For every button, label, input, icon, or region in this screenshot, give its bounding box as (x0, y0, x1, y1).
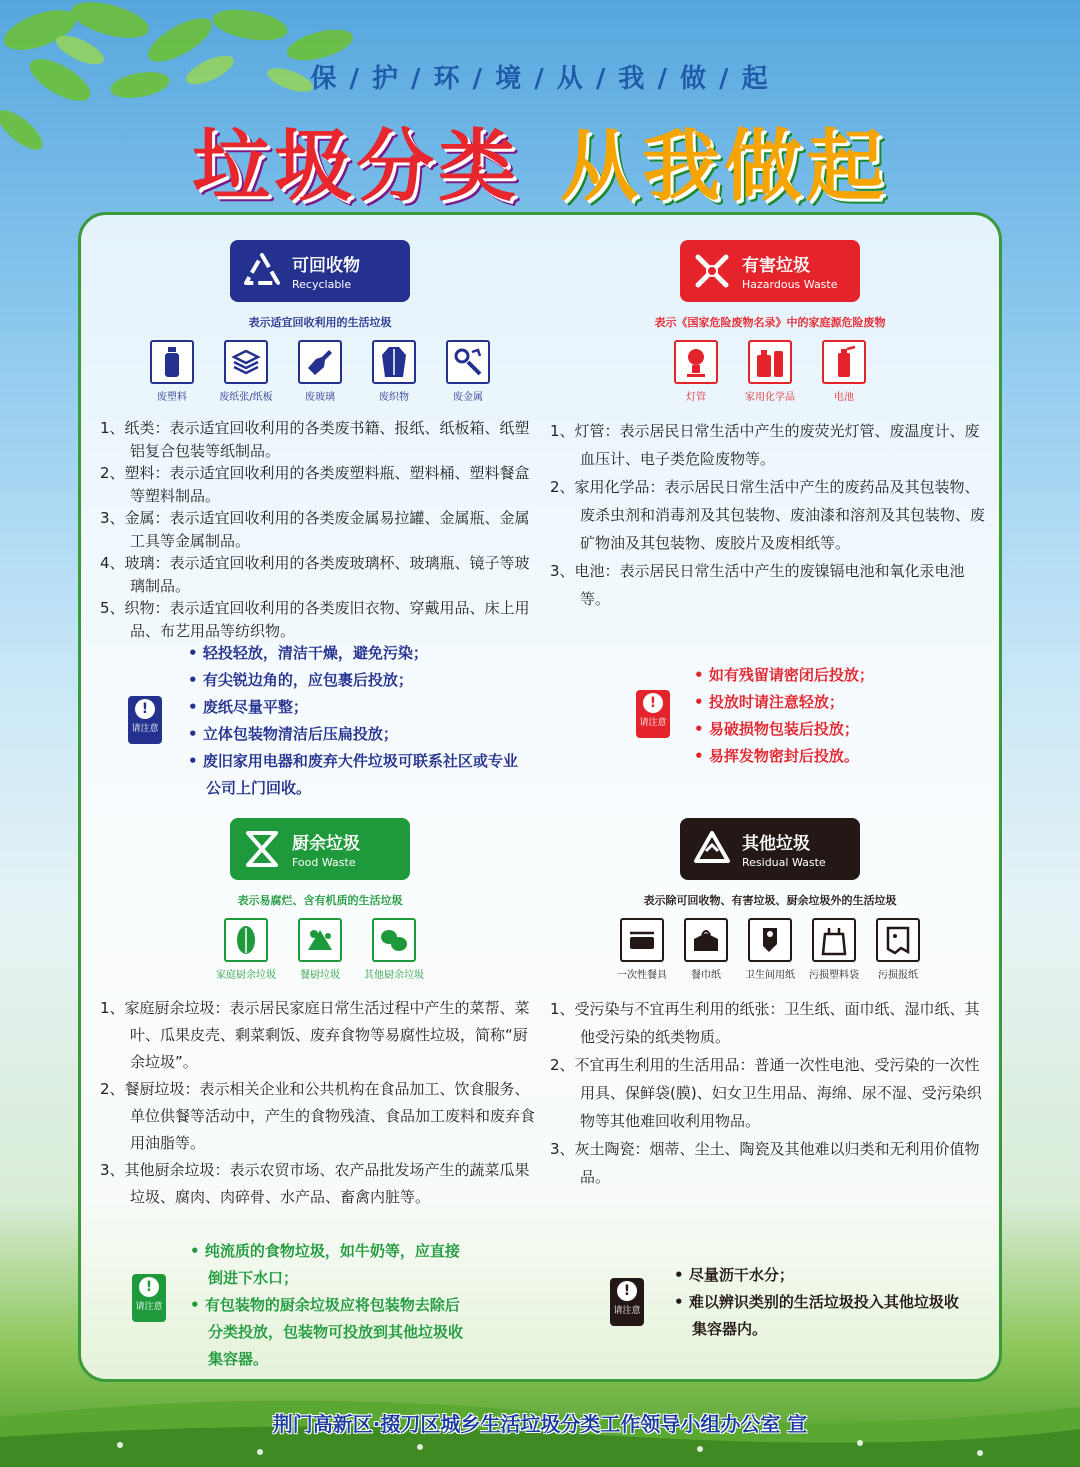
tissue-box-icon (690, 925, 722, 955)
hazardous-items (550, 417, 990, 613)
residual-notes (610, 1262, 970, 1343)
section-hazardous (550, 240, 990, 613)
food-icons (100, 918, 540, 981)
note-item: • 纯流质的食物垃圾，如牛奶等，应直接倒进下水口； (190, 1238, 470, 1292)
hazardous-icons (550, 340, 990, 403)
icon-item (216, 340, 276, 403)
recyclable-title: 可回收物 (292, 256, 360, 276)
food-scraps-icon (304, 924, 336, 956)
list-item: 5、织物：表示适宜回收利用的各类废旧衣物、穿戴用品、床上用品、布艺用品等纺织物。 (100, 599, 530, 640)
icon-label: 餐厨垃圾 (300, 970, 340, 981)
icon-item (740, 918, 800, 981)
recyclable-desc: 表示适宜回收利用的生活垃圾 (248, 316, 392, 329)
note-item: • 易破损物包装后投放； (694, 716, 976, 743)
peanut-icon (378, 924, 410, 956)
subtitle-slogan: 保 / 护 / 环 / 境 / 从 / 我 / 做 / 起 (310, 64, 770, 94)
icon-item (364, 918, 424, 981)
section-recyclable (100, 240, 540, 642)
icon-label: 废织物 (379, 392, 409, 403)
icon-item (676, 918, 736, 981)
icon-item (868, 918, 928, 981)
list-item: 1、灯管：表示居民日常生活中产生的废荧光灯管、废温度计、废血压计、电子类危险废物等。 (550, 422, 980, 468)
soiled-paper-icon (883, 924, 913, 956)
note-item: • 有包装物的厨余垃圾应将包装物去除后分类投放，包装物可投放到其他垃圾收集容器。 (190, 1292, 470, 1373)
recycle-triangle-icon (240, 249, 284, 293)
icon-item (290, 918, 350, 981)
icon-label: 电池 (834, 392, 854, 403)
icon-label: 其他厨余垃圾 (364, 970, 424, 981)
residual-triangle-icon (690, 827, 734, 871)
warning-icon: ! 请注意 (128, 696, 162, 744)
recyclable-badge (230, 240, 410, 302)
list-item: 4、玻璃：表示适宜回收利用的各类废玻璃杯、玻璃瓶、镜子等玻璃制品。 (100, 554, 530, 595)
icon-label: 废纸张/纸板 (219, 392, 273, 403)
food-title: 厨余垃圾 (292, 834, 360, 854)
chemical-bottles-icon (754, 345, 786, 379)
note-item: • 废纸尽量平整； (188, 694, 528, 721)
list-item: 3、金属：表示适宜回收利用的各类废金属易拉罐、金属瓶、金属工具等金属制品。 (100, 509, 530, 550)
list-item: 1、纸类：表示适宜回收利用的各类废书籍、报纸、纸板箱、纸塑铝复合包装等纸制品。 (100, 419, 530, 460)
food-desc: 表示易腐烂、含有机质的生活垃圾 (237, 894, 403, 907)
paper-stack-icon (231, 347, 261, 377)
recyclable-items (100, 417, 540, 642)
icon-label: 废塑料 (157, 392, 187, 403)
food-title-en: Food Waste (292, 856, 356, 869)
icon-item (216, 918, 276, 981)
icon-item (814, 340, 874, 403)
note-item: • 立体包装物清洁后压扁投放； (188, 721, 528, 748)
list-item: 3、电池：表示居民日常生活中产生的废镍镉电池和氧化汞电池等。 (550, 562, 965, 608)
icon-label: 灯管 (686, 392, 706, 403)
icon-item (612, 918, 672, 981)
vegetable-icon (231, 923, 261, 957)
list-item: 2、家用化学品：表示居民日常生活中产生的废药品及其包装物、废杀虫剂和消毒剂及其包装物、废油漆和溶剂及其包装物、废矿物油及其包装物、废胶片及废相纸等。 (550, 478, 986, 552)
glass-bottle-icon (305, 347, 335, 377)
battery-icon (829, 345, 859, 379)
list-item: 2、不宜再生利用的生活用品：普通一次性电池、受污染的一次性用具、保鲜袋(膜)、妇女卫生用品、海绵、尿不湿、受污染织物等其他难回收利用物品。 (550, 1056, 982, 1130)
section-residual (550, 818, 990, 1191)
hazardous-title: 有害垃圾 (742, 256, 810, 276)
recyclable-notes (128, 640, 528, 802)
list-item: 2、餐厨垃圾：表示相关企业和公共机构在食品加工、饮食服务、单位供餐等活动中，产生的食物残渣、食品加工废料和废弃食用油脂等。 (100, 1080, 536, 1152)
plastic-bottle-icon (157, 345, 187, 379)
warning-icon: ! 请注意 (610, 1278, 644, 1326)
note-label: 请注意 (639, 718, 667, 728)
warning-icon: ! 请注意 (132, 1274, 166, 1322)
residual-items (550, 995, 990, 1191)
icon-label: 一次性餐具 (617, 970, 667, 981)
main-title-part1: 垃圾分类 (191, 122, 520, 212)
hazardous-badge (680, 240, 860, 302)
icon-item (666, 340, 726, 403)
note-item: • 如有残留请密闭后投放； (694, 662, 976, 689)
list-item: 3、灰土陶瓷：烟蒂、尘土、陶瓷及其他难以归类和无利用价值物品。 (550, 1140, 980, 1186)
lamp-icon (681, 345, 711, 379)
icon-label: 家庭厨余垃圾 (216, 970, 276, 981)
food-notes (132, 1238, 512, 1373)
icon-label: 污损报纸 (878, 970, 918, 981)
food-badge (230, 818, 410, 880)
icon-item (142, 340, 202, 403)
footer-issuer: 荆门高新区·掇刀区城乡生活垃圾分类工作领导小组办公室 宣 (272, 1412, 808, 1436)
residual-title-en: Residual Waste (742, 856, 826, 869)
icon-item (364, 340, 424, 403)
icon-item (740, 340, 800, 403)
note-item: • 易挥发物密封后投放。 (694, 743, 976, 770)
note-item: • 难以辨识类别的生活垃圾投入其他垃圾收集容器内。 (674, 1289, 964, 1343)
icon-label: 餐巾纸 (691, 970, 721, 981)
icon-label: 废玻璃 (305, 392, 335, 403)
recyclable-icons (100, 340, 540, 403)
main-title (0, 104, 1080, 216)
note-item: • 废旧家用电器和废弃大件垃圾可联系社区或专业公司上门回收。 (188, 748, 528, 802)
list-item: 1、受污染与不宜再生利用的纸张：卫生纸、面巾纸、湿巾纸、其他受污染的纸类物质。 (550, 1000, 980, 1046)
food-items (100, 995, 540, 1211)
icon-item (438, 340, 498, 403)
hazardous-notes (636, 662, 976, 770)
icon-item (804, 918, 864, 981)
residual-icons (550, 918, 990, 981)
hazard-cross-icon (690, 249, 734, 293)
metal-tools-icon (452, 346, 484, 378)
note-item: • 尽量沥干水分； (674, 1262, 964, 1289)
icon-label: 卫生间用纸 (745, 970, 795, 981)
note-label: 请注意 (131, 724, 159, 734)
list-item: 3、其他厨余垃圾：表示农贸市场、农产品批发场产生的蔬菜瓜果垃圾、腐肉、肉碎骨、水产品、畜禽内脏等。 (100, 1161, 530, 1206)
recyclable-title-en: Recyclable (292, 278, 352, 291)
residual-desc: 表示除可回收物、有害垃圾、厨余垃圾外的生活垃圾 (643, 894, 897, 907)
note-item: • 投放时请注意轻放； (694, 689, 976, 716)
note-item: • 有尖锐边角的，应包裹后投放； (188, 667, 528, 694)
note-item: • 轻投轻放，清洁干燥，避免污染； (188, 640, 528, 667)
hourglass-bin-icon (240, 827, 284, 871)
main-title-part2: 从我做起 (560, 122, 889, 212)
toilet-paper-icon (755, 924, 785, 956)
disposable-tableware-icon (626, 925, 658, 955)
note-label: 请注意 (135, 1302, 163, 1312)
residual-title: 其他垃圾 (742, 834, 810, 854)
plastic-bag-icon (819, 924, 849, 956)
icon-item (290, 340, 350, 403)
icon-label: 废金属 (453, 392, 483, 403)
icon-label: 家用化学品 (745, 392, 795, 403)
list-item: 1、家庭厨余垃圾：表示居民家庭日常生活过程中产生的菜帮、菜叶、瓜果皮壳、剩菜剩饭、废弃食物等易腐性垃圾，简称“厨余垃圾”。 (100, 999, 530, 1071)
residual-badge (680, 818, 860, 880)
icon-label: 污损塑料袋 (809, 970, 859, 981)
warning-icon: ! 请注意 (636, 690, 670, 738)
hazardous-title-en: Hazardous Waste (742, 278, 838, 291)
clothing-icon (379, 345, 409, 379)
note-label: 请注意 (613, 1306, 641, 1316)
list-item: 2、塑料：表示适宜回收利用的各类废塑料瓶、塑料桶、塑料餐盒等塑料制品。 (100, 464, 530, 505)
hazardous-desc: 表示《国家危险废物名录》中的家庭源危险废物 (654, 316, 886, 329)
section-food (100, 818, 540, 1211)
